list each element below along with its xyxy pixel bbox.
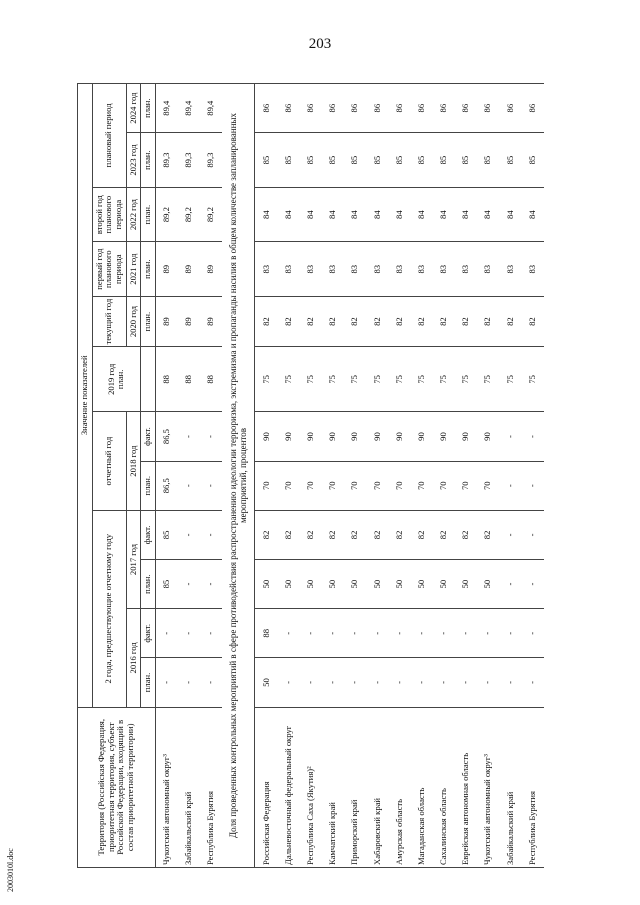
value-cell: 84	[300, 187, 322, 242]
value-cell: -	[322, 658, 344, 707]
value-cell: -	[433, 609, 455, 658]
value-cell: 85	[300, 133, 322, 188]
value-cell: 50	[255, 658, 278, 707]
value-cell: 84	[278, 187, 300, 242]
value-cell: 75	[366, 347, 388, 412]
rotated-table-container	[77, 83, 592, 868]
value-cell: 86	[455, 84, 477, 133]
plan-2017-header: план.	[141, 560, 156, 609]
value-cell: 50	[322, 560, 344, 609]
value-cell: 82	[433, 296, 455, 346]
value-cell: 83	[300, 242, 322, 297]
current-year-header: текущий год	[92, 296, 126, 346]
value-cell: 82	[477, 510, 499, 559]
value-cell: 88	[178, 347, 200, 412]
value-cell: 85	[411, 133, 433, 188]
value-cell: 82	[411, 510, 433, 559]
table-row	[411, 84, 433, 868]
indicator-table	[77, 83, 544, 868]
value-cell: 84	[477, 187, 499, 242]
value-cell: 82	[455, 510, 477, 559]
value-cell: 90	[255, 412, 278, 461]
value-cell: 85	[522, 133, 544, 188]
value-cell: 89,3	[200, 133, 222, 188]
value-cell: -	[200, 658, 222, 707]
fact-2017-header: факт.	[141, 510, 156, 559]
value-cell: 70	[300, 461, 322, 510]
value-cell: -	[433, 658, 455, 707]
value-cell: -	[366, 609, 388, 658]
value-cell: 82	[300, 296, 322, 346]
value-cell: 82	[322, 296, 344, 346]
reporting-year-header: отчетный год	[92, 412, 126, 510]
territory-name-cell: Российская Федерация	[255, 707, 278, 867]
value-cell: 86	[322, 84, 344, 133]
value-cell: -	[388, 609, 410, 658]
value-cell: 89	[200, 296, 222, 346]
value-cell: 89,2	[200, 187, 222, 242]
value-cell: 75	[477, 347, 499, 412]
value-cell: 82	[255, 510, 278, 559]
value-cell: -	[278, 658, 300, 707]
value-cell: -	[411, 609, 433, 658]
value-cell: 82	[522, 296, 544, 346]
value-cell: 50	[477, 560, 499, 609]
value-cell: 86	[411, 84, 433, 133]
territory-name-cell: Сахалинская область	[433, 707, 455, 867]
value-cell: -	[366, 658, 388, 707]
value-cell: 83	[477, 242, 499, 297]
value-cell: 83	[522, 242, 544, 297]
value-cell: 85	[455, 133, 477, 188]
value-cell: 82	[477, 296, 499, 346]
value-cell: 90	[278, 412, 300, 461]
value-cell: -	[522, 510, 544, 559]
value-cell: 83	[255, 242, 278, 297]
value-cell: -	[388, 658, 410, 707]
territory-name-cell: Хабаровский край	[366, 707, 388, 867]
value-cell: 70	[388, 461, 410, 510]
value-cell: 82	[366, 296, 388, 346]
value-cell: 75	[255, 347, 278, 412]
territory-name-cell: Республика Бурятия	[522, 707, 544, 867]
value-cell: -	[411, 658, 433, 707]
second-plan-year-header: второй год планового периода	[92, 187, 126, 242]
value-cell: 89,4	[155, 84, 178, 133]
territory-column-header: Территория (Российская Федерация, приоритетная территория, субъект Российской Федерации, входящий в состав приоритетной территории)	[78, 707, 156, 867]
value-cell: -	[178, 412, 200, 461]
table-row	[499, 84, 521, 868]
value-cell: 89	[178, 296, 200, 346]
first-plan-year-header: первый год планового периода	[92, 242, 126, 297]
value-cell: -	[477, 658, 499, 707]
plan-2016-header: план.	[141, 658, 156, 707]
year-2023-header: 2023 год	[126, 133, 141, 188]
territory-name-cell: Камчатский край	[322, 707, 344, 867]
value-cell: -	[477, 609, 499, 658]
value-cell: 84	[455, 187, 477, 242]
table-row	[433, 84, 455, 868]
territory-name-cell: Еврейская автономная область	[455, 707, 477, 867]
value-cell: 82	[278, 510, 300, 559]
table-row	[366, 84, 388, 868]
indicator-values-header: Значение показателей	[78, 84, 93, 708]
plan-2022-header: план.	[141, 187, 156, 242]
value-cell: 75	[455, 347, 477, 412]
document-code: 2003010l.doc	[6, 848, 15, 892]
value-cell: -	[499, 560, 521, 609]
value-cell: 86	[388, 84, 410, 133]
year-2016-header: 2016 год	[126, 609, 141, 707]
value-cell: 50	[455, 560, 477, 609]
territory-name-cell: Приморский край	[344, 707, 366, 867]
table-row	[300, 84, 322, 868]
fact-2018-header: факт.	[141, 412, 156, 461]
value-cell: 70	[344, 461, 366, 510]
value-cell: 82	[255, 296, 278, 346]
value-cell: -	[178, 609, 200, 658]
value-cell: 82	[344, 296, 366, 346]
value-cell: 50	[433, 560, 455, 609]
value-cell: 86,5	[155, 412, 178, 461]
value-cell: 83	[411, 242, 433, 297]
plan-2018-header: план.	[141, 461, 156, 510]
value-cell: 84	[411, 187, 433, 242]
value-cell: -	[499, 461, 521, 510]
plan-2021-header: план.	[141, 242, 156, 297]
value-cell: 75	[388, 347, 410, 412]
value-cell: -	[522, 412, 544, 461]
plan-2020-header: план.	[141, 296, 156, 346]
value-cell: -	[300, 609, 322, 658]
planned-period-header: плановый период	[92, 84, 126, 188]
value-cell: 89,3	[155, 133, 178, 188]
territory-name-cell: Чукотский автономный округ³	[477, 707, 499, 867]
value-cell: 85	[366, 133, 388, 188]
table-row	[178, 84, 200, 868]
table-body	[155, 84, 544, 868]
value-cell: -	[178, 510, 200, 559]
value-cell: 50	[388, 560, 410, 609]
value-cell: 89,4	[200, 84, 222, 133]
value-cell: 70	[366, 461, 388, 510]
value-cell: -	[499, 510, 521, 559]
year-2019-label: 2019 год	[105, 363, 116, 395]
value-cell: 90	[322, 412, 344, 461]
value-cell: 86	[344, 84, 366, 133]
value-cell: -	[155, 658, 178, 707]
value-cell: 86	[278, 84, 300, 133]
section-row	[222, 84, 255, 868]
territory-name-cell: Чукотский автономный округ³	[155, 707, 178, 867]
value-cell: 84	[433, 187, 455, 242]
value-cell: 90	[477, 412, 499, 461]
value-cell: 84	[255, 187, 278, 242]
value-cell: 70	[433, 461, 455, 510]
value-cell: -	[499, 658, 521, 707]
year-2020-header: 2020 год	[126, 296, 141, 346]
value-cell: 82	[388, 510, 410, 559]
year-2021-header: 2021 год	[126, 242, 141, 297]
value-cell: 89	[155, 296, 178, 346]
value-cell: 89,3	[178, 133, 200, 188]
territory-name-cell: Амурская область	[388, 707, 410, 867]
value-cell: 83	[388, 242, 410, 297]
value-cell: 85	[477, 133, 499, 188]
table-row	[522, 84, 544, 868]
value-cell: 82	[344, 510, 366, 559]
value-cell: -	[300, 658, 322, 707]
value-cell: -	[522, 560, 544, 609]
value-cell: 82	[322, 510, 344, 559]
year-2022-header: 2022 год	[126, 187, 141, 242]
value-cell: 70	[477, 461, 499, 510]
year-2017-header: 2017 год	[126, 510, 141, 608]
value-cell: 75	[278, 347, 300, 412]
territory-name-cell: Магаданская область	[411, 707, 433, 867]
value-cell: 90	[344, 412, 366, 461]
page-number: 203	[308, 36, 332, 52]
value-cell: 83	[455, 242, 477, 297]
value-cell: -	[200, 461, 222, 510]
value-cell: 82	[411, 296, 433, 346]
value-cell: -	[178, 658, 200, 707]
value-cell: -	[178, 560, 200, 609]
value-cell: 83	[366, 242, 388, 297]
value-cell: 83	[433, 242, 455, 297]
value-cell: 70	[411, 461, 433, 510]
fact-2016-header: факт.	[141, 609, 156, 658]
value-cell: -	[200, 510, 222, 559]
value-cell: 90	[433, 412, 455, 461]
value-cell: 85	[388, 133, 410, 188]
value-cell: 75	[522, 347, 544, 412]
value-cell: 88	[200, 347, 222, 412]
empty-2019-subheader	[141, 347, 156, 412]
year-2019-plan-label: план.	[115, 369, 126, 390]
value-cell: 82	[433, 510, 455, 559]
value-cell: 90	[366, 412, 388, 461]
value-cell: 50	[278, 560, 300, 609]
value-cell: 86	[522, 84, 544, 133]
table-row	[344, 84, 366, 868]
value-cell: 86	[433, 84, 455, 133]
table-row	[477, 84, 499, 868]
territory-name-cell: Дальневосточный федеральный округ	[278, 707, 300, 867]
value-cell: 85	[344, 133, 366, 188]
value-cell: 89	[155, 242, 178, 297]
value-cell: 82	[366, 510, 388, 559]
value-cell: 83	[344, 242, 366, 297]
value-cell: 50	[300, 560, 322, 609]
value-cell: 84	[344, 187, 366, 242]
value-cell: 85	[155, 510, 178, 559]
table-header	[78, 84, 156, 868]
value-cell: -	[178, 461, 200, 510]
value-cell: 85	[322, 133, 344, 188]
table-row	[455, 84, 477, 868]
value-cell: 89,4	[178, 84, 200, 133]
year-2018-header: 2018 год	[126, 412, 141, 510]
value-cell: 90	[388, 412, 410, 461]
value-cell: 89	[178, 242, 200, 297]
value-cell: 75	[499, 347, 521, 412]
value-cell: 85	[433, 133, 455, 188]
value-cell: -	[522, 609, 544, 658]
value-cell: 86	[255, 84, 278, 133]
value-cell: 85	[278, 133, 300, 188]
value-cell: 85	[155, 560, 178, 609]
value-cell: 90	[455, 412, 477, 461]
value-cell: 75	[411, 347, 433, 412]
plan-2023-header: план.	[141, 133, 156, 188]
section-title: Доля проведенных контрольных мероприятий в сфере противодействия распространению идеологии терроризма, экстремизма и пропаганды насилия в общем количестве запланированных мероприятий, процентов	[222, 84, 255, 868]
territory-name-cell: Республика Бурятия	[200, 707, 222, 867]
value-cell: -	[200, 609, 222, 658]
value-cell: 89	[200, 242, 222, 297]
value-cell: -	[344, 658, 366, 707]
value-cell: -	[522, 461, 544, 510]
value-cell: 88	[255, 609, 278, 658]
value-cell: 83	[322, 242, 344, 297]
value-cell: -	[200, 412, 222, 461]
value-cell: 86	[366, 84, 388, 133]
table-row	[388, 84, 410, 868]
value-cell: 70	[455, 461, 477, 510]
value-cell: 86	[499, 84, 521, 133]
value-cell: 86	[300, 84, 322, 133]
table-row	[255, 84, 278, 868]
value-cell: 88	[155, 347, 178, 412]
value-cell: 84	[522, 187, 544, 242]
value-cell: -	[522, 658, 544, 707]
value-cell: 86	[477, 84, 499, 133]
value-cell: 70	[255, 461, 278, 510]
value-cell: 82	[388, 296, 410, 346]
value-cell: 83	[499, 242, 521, 297]
territory-name-cell: Забайкальский край	[499, 707, 521, 867]
value-cell: 89,2	[155, 187, 178, 242]
value-cell: 84	[499, 187, 521, 242]
value-cell: -	[499, 609, 521, 658]
value-cell: -	[455, 658, 477, 707]
value-cell: 75	[433, 347, 455, 412]
value-cell: 82	[300, 510, 322, 559]
value-cell: -	[344, 609, 366, 658]
value-cell: 90	[411, 412, 433, 461]
value-cell: 75	[322, 347, 344, 412]
year-2024-header: 2024 год	[126, 84, 141, 133]
value-cell: 82	[499, 296, 521, 346]
value-cell: 75	[300, 347, 322, 412]
year-2019-header	[92, 347, 141, 412]
territory-name-cell: Республика Саха (Якутия)²	[300, 707, 322, 867]
territory-name-cell: Забайкальский край	[178, 707, 200, 867]
table-row	[155, 84, 178, 868]
table-row	[278, 84, 300, 868]
value-cell: 85	[499, 133, 521, 188]
value-cell: 50	[255, 560, 278, 609]
value-cell: 90	[300, 412, 322, 461]
value-cell: 84	[388, 187, 410, 242]
value-cell: 75	[344, 347, 366, 412]
table-row	[322, 84, 344, 868]
value-cell: -	[278, 609, 300, 658]
value-cell: 50	[366, 560, 388, 609]
plan-2024-header: план.	[141, 84, 156, 133]
table-row	[200, 84, 222, 868]
value-cell: 89,2	[178, 187, 200, 242]
value-cell: 70	[322, 461, 344, 510]
value-cell: 85	[255, 133, 278, 188]
value-cell: 70	[278, 461, 300, 510]
value-cell: 50	[411, 560, 433, 609]
value-cell: -	[499, 412, 521, 461]
value-cell: 84	[322, 187, 344, 242]
value-cell: -	[455, 609, 477, 658]
value-cell: 84	[366, 187, 388, 242]
value-cell: 86,5	[155, 461, 178, 510]
value-cell: 50	[344, 560, 366, 609]
value-cell: -	[200, 560, 222, 609]
value-cell: 83	[278, 242, 300, 297]
value-cell: -	[322, 609, 344, 658]
value-cell: -	[155, 609, 178, 658]
value-cell: 82	[455, 296, 477, 346]
value-cell: 82	[278, 296, 300, 346]
two-years-before-header: 2 года, предшествующие отчетному году	[92, 510, 126, 707]
